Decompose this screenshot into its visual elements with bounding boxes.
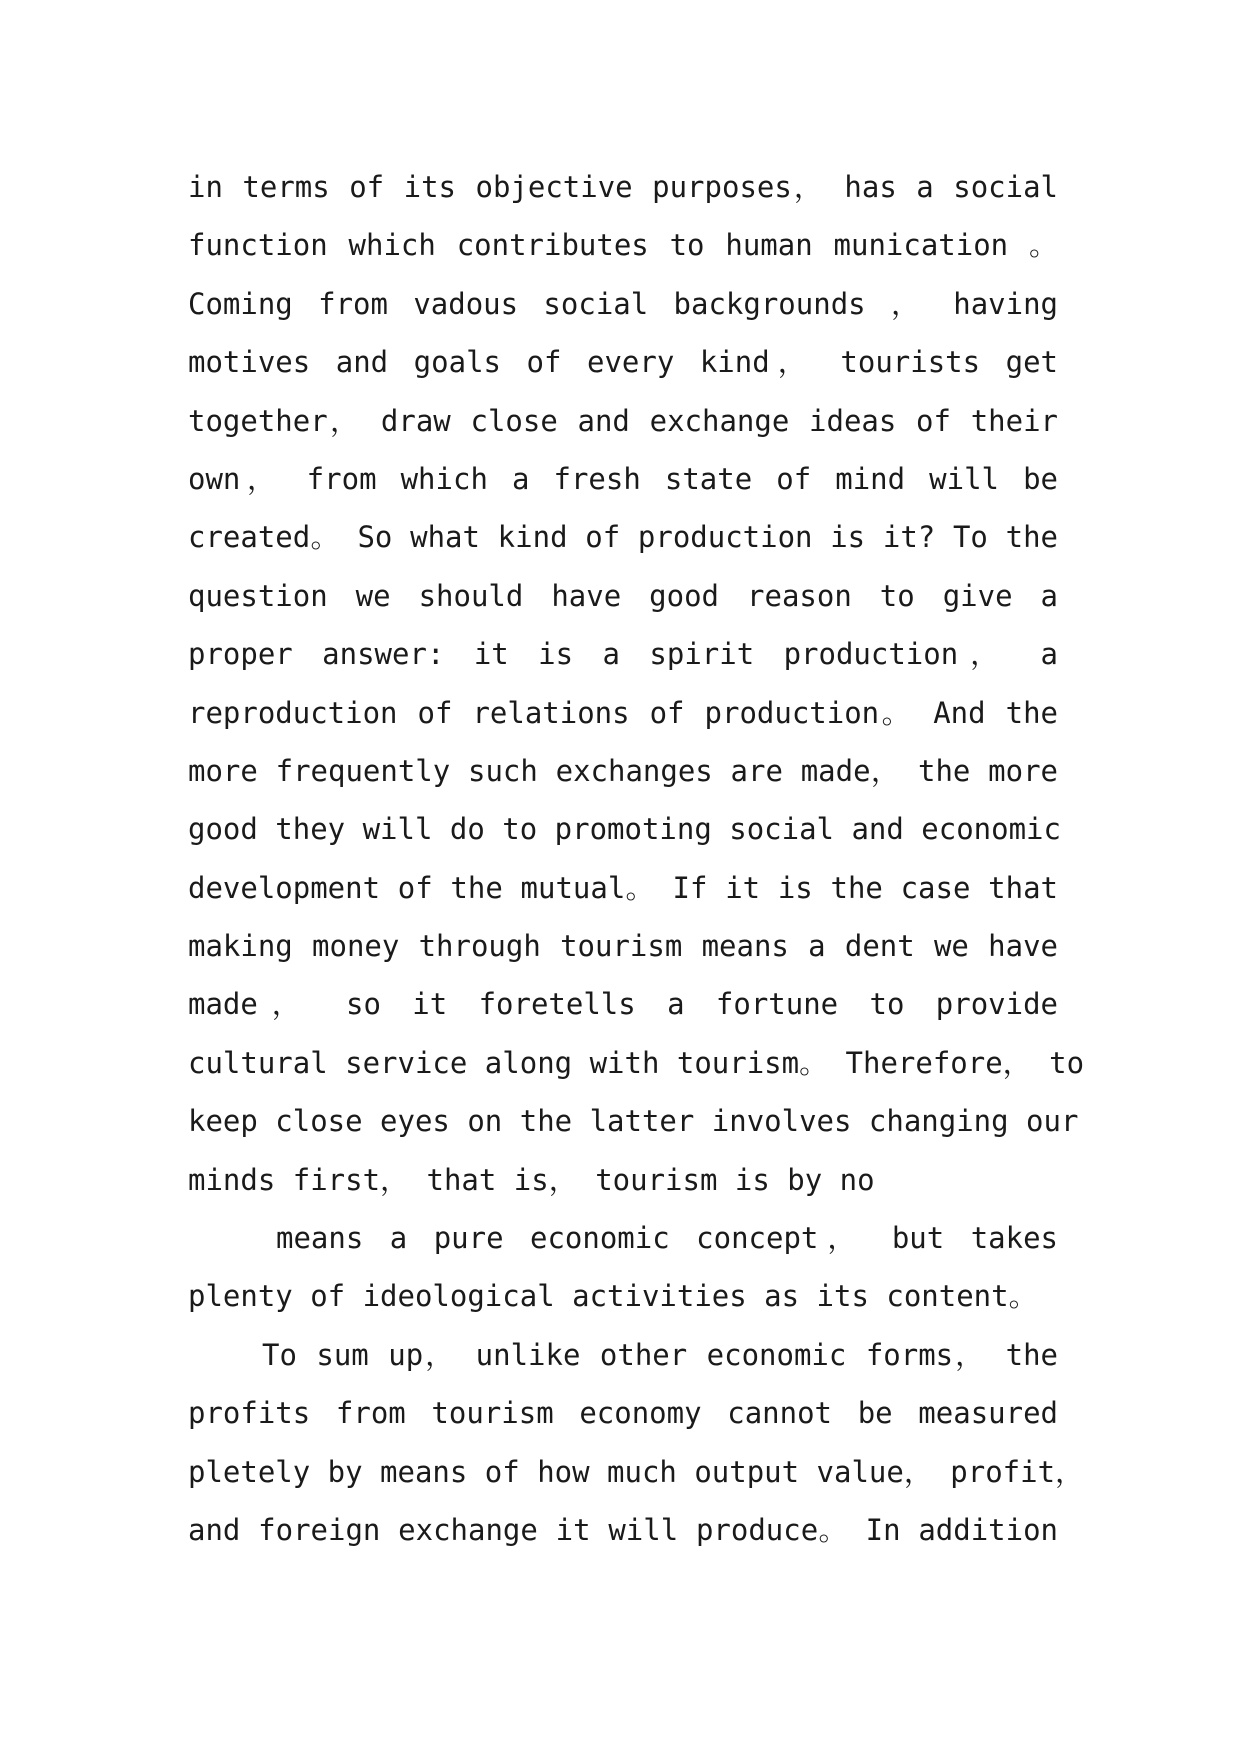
text-line: in terms of its objective purposes， has a social xyxy=(188,170,1058,204)
text-line: keep close eyes on the latter involves changing our xyxy=(188,1104,1079,1139)
text-line: together， draw close and exchange ideas of their xyxy=(188,403,1058,438)
text-line: motives and goals of every kind， tourists get xyxy=(188,345,1058,380)
text-line: minds first， that is， tourism is by no xyxy=(188,1162,875,1197)
text-line: plenty of ideological activities as its content。 xyxy=(188,1279,1038,1314)
text-line: and foreign exchange it will produce。 In addition xyxy=(188,1512,1058,1547)
text-line: reproduction of relations of production。 And the xyxy=(188,695,1058,730)
body-text xyxy=(188,158,1085,1559)
text-line: made， so it foretells a fortune to provide xyxy=(188,987,1058,1022)
text-line: pletely by means of how much output value， profit， xyxy=(188,1454,1085,1489)
text-line: profits from tourism economy cannot be measured xyxy=(188,1396,1058,1431)
text-line: own， from which a fresh state of mind will be xyxy=(188,461,1058,496)
text-line: proper answer: it is a spirit production， a xyxy=(188,637,1058,672)
text-line: question we should have good reason to give a xyxy=(188,578,1058,613)
text-line: created。 So what kind of production is it? To the xyxy=(188,520,1058,555)
text-line: good they will do to promoting social and economic xyxy=(188,812,1061,847)
text-line: development of the mutual。 If it is the case that xyxy=(188,870,1058,905)
text-line: To sum up， unlike other economic forms， the xyxy=(262,1337,1058,1372)
text-line: Coming from vadous social backgrounds ， having xyxy=(188,286,1058,321)
text-line: making money through tourism means a dent we have xyxy=(188,929,1058,964)
text-line: cultural service along with tourism。 Therefore， to xyxy=(188,1045,1085,1080)
text-line: more frequently such exchanges are made， the more xyxy=(188,753,1058,788)
text-line: function which contributes to human munication 。 xyxy=(188,228,1058,263)
text-line: means a pure economic concept， but takes xyxy=(276,1221,1058,1256)
